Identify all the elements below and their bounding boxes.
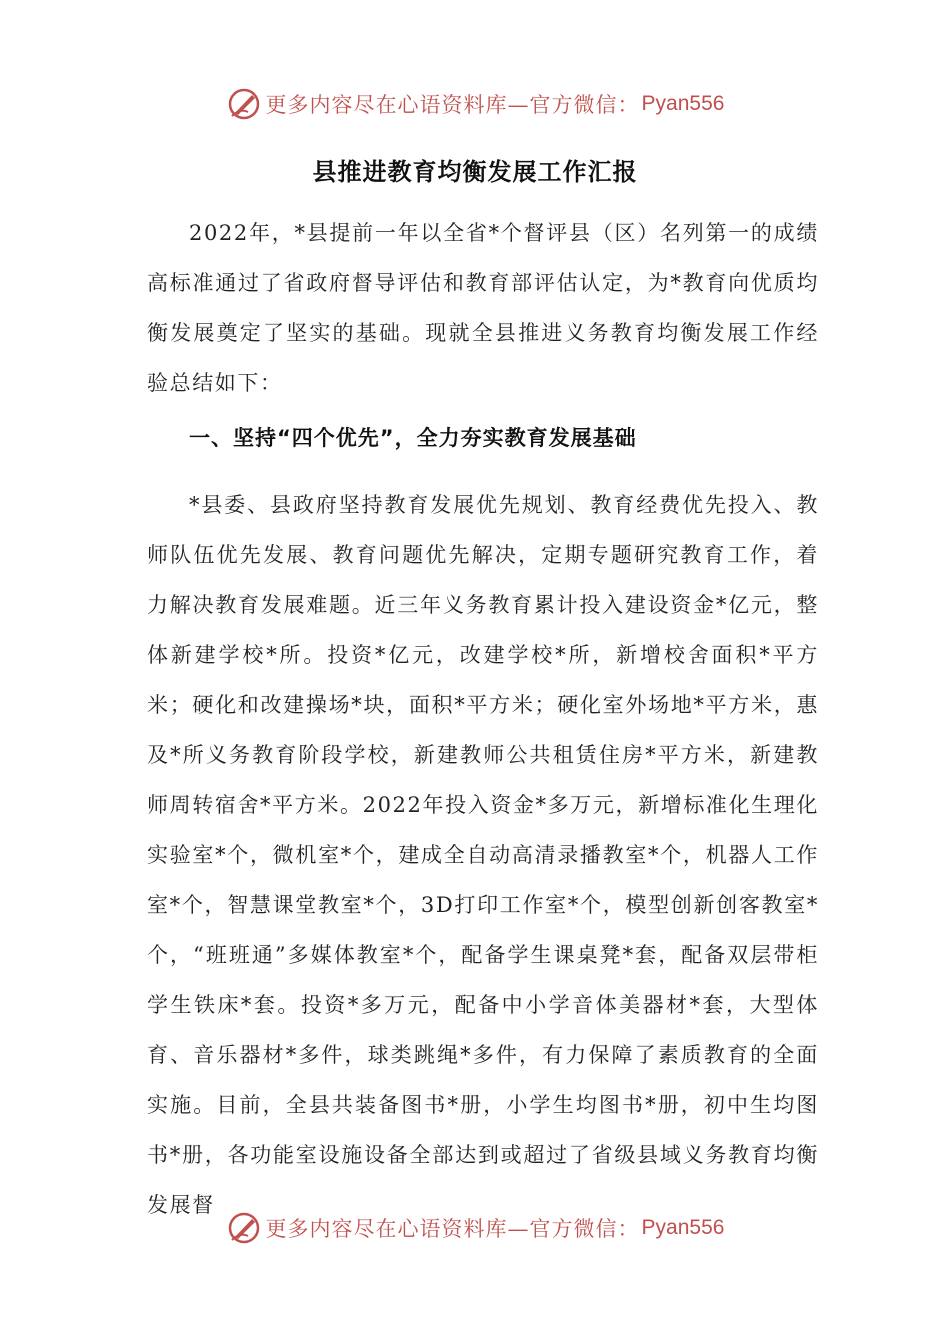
banner-wechat-id: Pyan556 [641,92,725,115]
section-1-paragraph: *县委、县政府坚持教育发展优先规划、教育经费优先投入、教师队伍优先发展、教育问题优先解决，定期专题研究教育工作，着力解决教育发展难题。近三年义务教育累计投入建设资金*亿元，整体新建学校*所。投资*亿元，改建学校*所，新增校舍面积*平方米；硬化和改建操场*块，面积*平方米；硬化室外场地*平方米，惠及*所义务教育阶段学校，新建教师公共租赁住房*平方米，新建教师周转宿舍*平方米。2022年投入资金*多万元，新增标准化生理化实验室*个，微机室*个，建成全自动高清录播教室*个，机器人工作室*个，智慧课堂教室*个，3D打印工作室*个，模型创新创客教室*个，“班班通”多媒体教室*个，配备学生课桌凳*套，配备双层带柜学生铁床*套。投资*多万元，配备中小学音体美器材*套，大型体育、音乐器材*多件，球类跳绳*多件，有力保障了素质教育的全面实施。目前，全县共装备图书*册，小学生均图书*册，初中生均图书*册，各功能室设施设备全部达到或超过了省级县域义务教育均衡发展督 [147,493,819,1217]
pen-logo-icon [226,86,262,122]
banner-text: 更多内容尽在心语资料库—官方微信： [265,93,640,117]
section-heading-1: 一、坚持“四个优先”，全力夯实教育发展基础 [189,426,637,450]
document-title: 县推进教育均衡发展工作汇报 [312,157,638,186]
pen-logo-icon [226,1210,262,1246]
intro-paragraph: 2022年，*县提前一年以全省*个督评县（区）名列第一的成绩高标准通过了省政府督导评估和教育部评估认定，为*教育向优质均衡发展奠定了坚实的基础。现就全县推进义务教育均衡发展工作经验总结如下： [147,221,819,395]
banner-wechat-id: Pyan556 [641,1216,725,1239]
banner-text: 更多内容尽在心语资料库—官方微信： [265,1217,640,1241]
header-banner [0,82,950,126]
footer-banner [0,1206,950,1250]
